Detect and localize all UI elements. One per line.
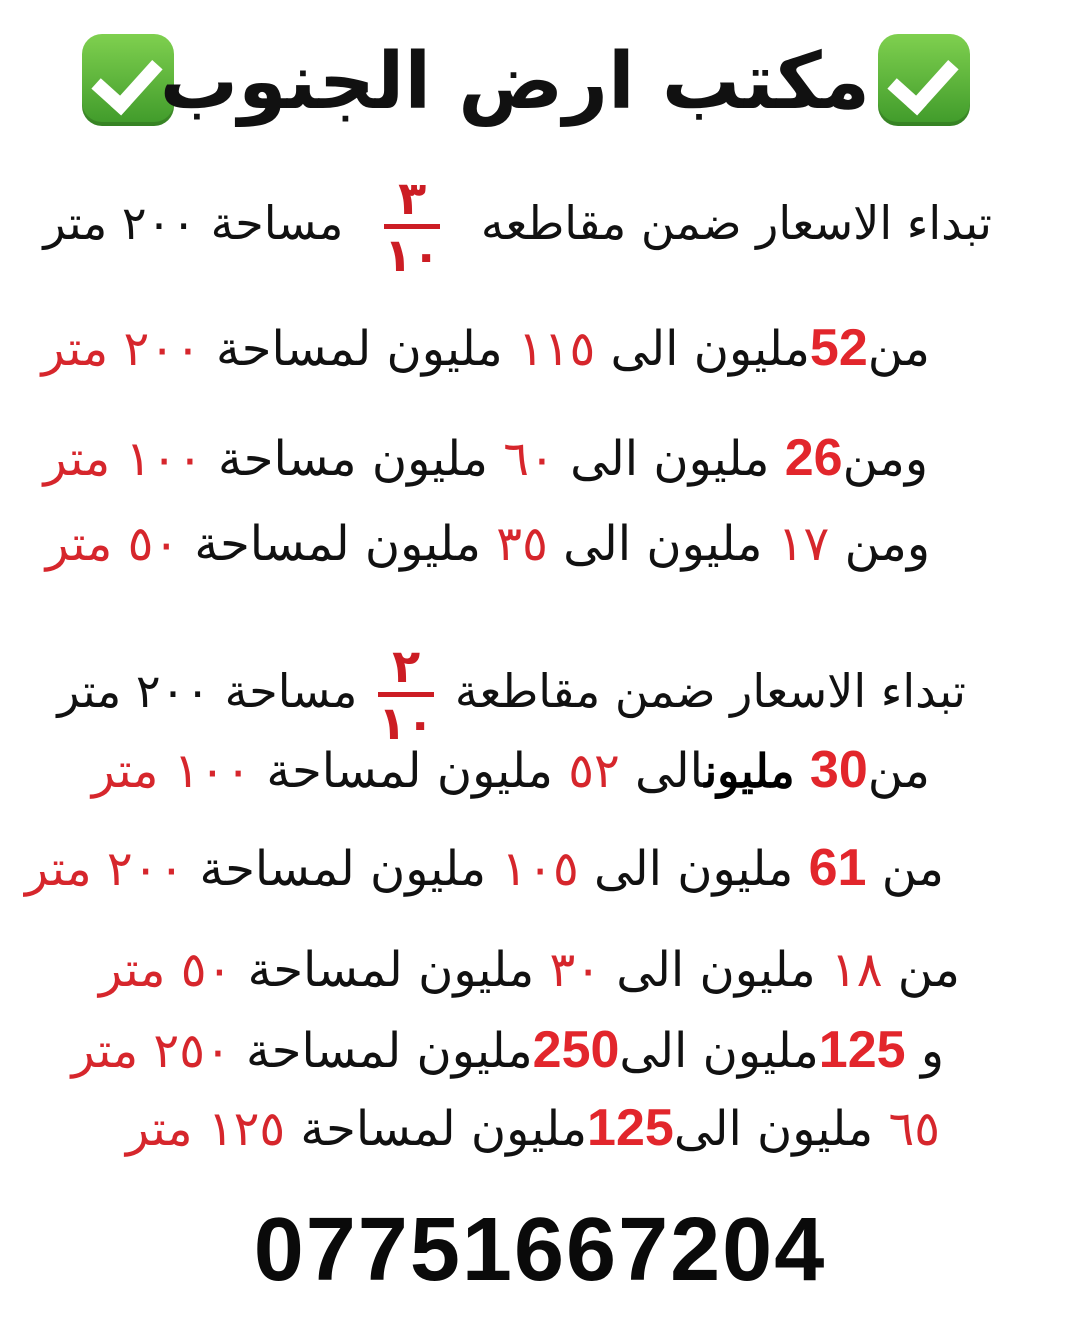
price-min: 52 bbox=[809, 319, 868, 377]
price-max: ٣٠ bbox=[549, 942, 602, 998]
price-min: 30 bbox=[809, 741, 868, 799]
price-line bbox=[44, 426, 929, 491]
fraction-denominator: ١٠ bbox=[384, 228, 441, 282]
section-suffix: مساحة ٢٠٠ متر bbox=[57, 664, 358, 718]
price-min: ١٨ bbox=[830, 942, 883, 998]
price-min: ١٧ bbox=[777, 516, 830, 572]
price-line bbox=[71, 1018, 944, 1083]
section-prefix: تبداء الاسعار ضمن مقاطعة bbox=[454, 664, 966, 718]
word-and-from: ومن bbox=[844, 516, 930, 572]
word-to: الى bbox=[635, 743, 705, 799]
fraction-numerator: ٢ bbox=[378, 640, 434, 697]
word-from: من bbox=[897, 942, 960, 998]
page-title: مكتب ارض الجنوب bbox=[159, 37, 870, 127]
section-header-2 bbox=[57, 639, 966, 750]
word-million-area: مليون لمساحة bbox=[199, 841, 487, 897]
word-million-area: مليون لمساحة bbox=[194, 516, 482, 572]
word-million-to: مليون الى bbox=[673, 1101, 874, 1157]
word-million-to: مليون الى bbox=[610, 321, 810, 377]
check-mark-icon bbox=[878, 34, 970, 126]
area: ٢٠٠ متر bbox=[24, 841, 185, 897]
section-suffix: مساحة ٢٠٠ متر bbox=[43, 196, 344, 250]
price-min: 125 bbox=[818, 1021, 906, 1079]
header bbox=[0, 28, 1080, 138]
price-min: 61 bbox=[808, 839, 867, 897]
price-line bbox=[99, 938, 960, 1002]
word-and-from: ومن bbox=[842, 431, 928, 487]
phone-number: 07751667204 bbox=[253, 1200, 827, 1300]
word-from: من bbox=[867, 743, 930, 799]
word-million-area: مليون مساحة bbox=[218, 431, 488, 487]
word-million-area: مليون لمساحة bbox=[246, 1023, 533, 1079]
price-line bbox=[92, 738, 930, 803]
area: ١٢٥ متر bbox=[125, 1101, 286, 1157]
price-line bbox=[25, 836, 944, 901]
word-million-area: مليون لمساحة bbox=[216, 321, 503, 377]
price-max: 250 bbox=[532, 1021, 620, 1079]
word-and: و bbox=[920, 1023, 944, 1079]
price-max: ١١٥ bbox=[517, 321, 596, 377]
area: ٢٠٠ متر bbox=[41, 321, 201, 377]
section-prefix: تبداء الاسعار ضمن مقاطعه bbox=[480, 196, 992, 250]
area: ١٠٠ متر bbox=[91, 743, 252, 799]
word-million-area: مليون لمساحة bbox=[266, 743, 553, 799]
word-million: مليون bbox=[704, 745, 795, 797]
area: ٥٠ متر bbox=[45, 516, 180, 572]
price-max: ٦٠ bbox=[503, 431, 555, 487]
fraction-numerator: ٣ bbox=[384, 172, 440, 229]
word-million-area: مليون لمساحة bbox=[300, 1101, 588, 1157]
price-max: 125 bbox=[587, 1099, 674, 1157]
section-header-1 bbox=[43, 171, 992, 282]
fraction bbox=[378, 640, 434, 749]
word-million-to: مليون الى bbox=[594, 841, 794, 897]
price-max: ١٠٥ bbox=[501, 841, 579, 897]
word-million-to: مليون الى bbox=[616, 942, 816, 998]
area: ٥٠ متر bbox=[98, 942, 233, 998]
price-min: 26 bbox=[784, 429, 843, 487]
fraction-denominator: ١٠ bbox=[378, 696, 435, 750]
price-line bbox=[126, 1096, 940, 1161]
price-min: ٦٥ bbox=[888, 1101, 940, 1157]
price-max: ٣٥ bbox=[496, 516, 548, 572]
word-million-to: مليون الى bbox=[619, 1023, 819, 1079]
fraction bbox=[384, 172, 440, 281]
word-from: من bbox=[867, 321, 930, 377]
price-line bbox=[42, 316, 931, 381]
word-million-to: مليون الى bbox=[570, 431, 770, 487]
area: ١٠٠ متر bbox=[43, 431, 203, 487]
area: ٢٥٠ متر bbox=[71, 1023, 231, 1079]
price-max: ٥٢ bbox=[568, 743, 620, 799]
word-million-to: مليون الى bbox=[563, 516, 763, 572]
word-million-area: مليون لمساحة bbox=[247, 942, 535, 998]
word-from: من bbox=[881, 841, 944, 897]
price-line bbox=[46, 512, 930, 576]
